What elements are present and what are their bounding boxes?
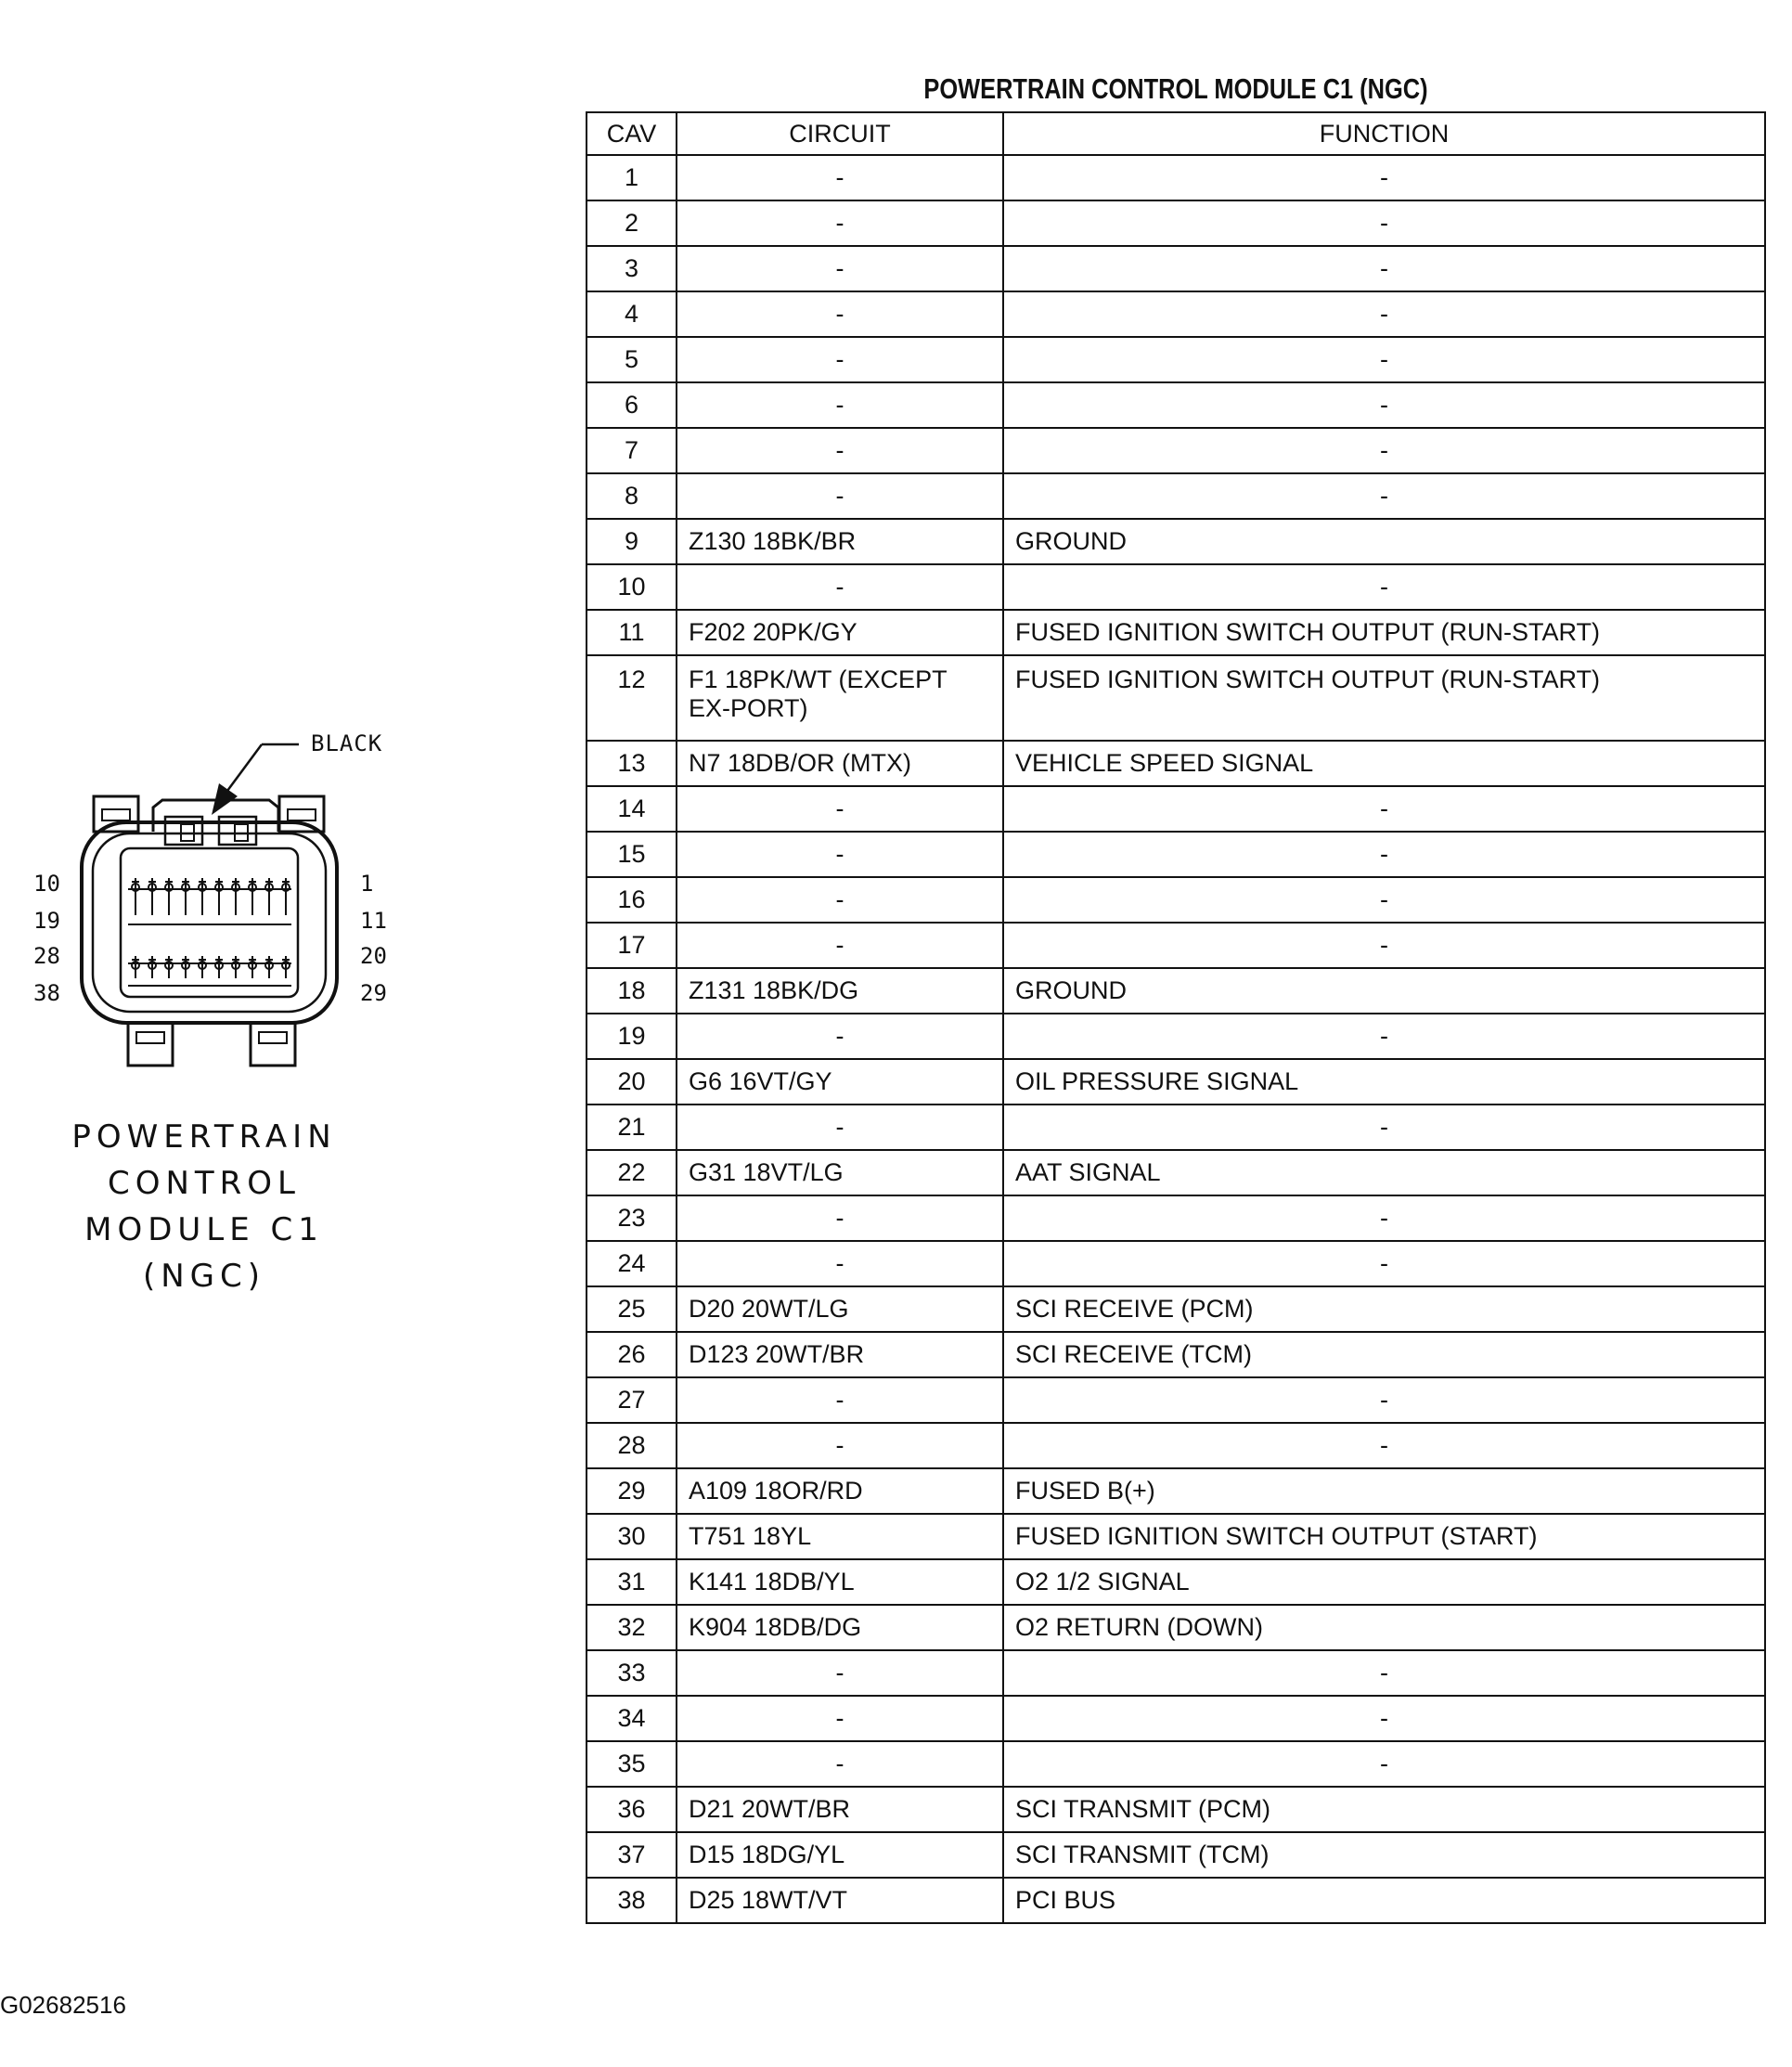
figure-id: G02682516 bbox=[0, 1991, 126, 2019]
circuit-cell: - bbox=[677, 1650, 1003, 1696]
callout-line bbox=[227, 744, 262, 791]
table-body bbox=[587, 155, 1765, 1923]
circuit-cell: - bbox=[677, 155, 1003, 200]
table-row bbox=[587, 473, 1765, 519]
function-cell: - bbox=[1003, 337, 1765, 382]
caption-line: (NGC) bbox=[142, 1258, 266, 1295]
function-cell: AAT SIGNAL bbox=[1003, 1150, 1765, 1195]
table-row bbox=[587, 155, 1765, 200]
circuit-cell: D15 18DG/YL bbox=[677, 1832, 1003, 1878]
table-row bbox=[587, 337, 1765, 382]
circuit-cell: K141 18DB/YL bbox=[677, 1559, 1003, 1605]
pin-label-right: 20 bbox=[360, 943, 387, 969]
cav-cell: 22 bbox=[587, 1150, 677, 1195]
table-row bbox=[587, 786, 1765, 832]
cav-cell: 1 bbox=[587, 155, 677, 200]
function-cell: FUSED IGNITION SWITCH OUTPUT (START) bbox=[1003, 1514, 1765, 1559]
table-row bbox=[587, 1787, 1765, 1832]
circuit-cell: - bbox=[677, 832, 1003, 877]
function-cell: FUSED B(+) bbox=[1003, 1468, 1765, 1514]
table-row bbox=[587, 246, 1765, 291]
table-row bbox=[587, 200, 1765, 246]
table-row bbox=[587, 741, 1765, 786]
function-cell: O2 RETURN (DOWN) bbox=[1003, 1605, 1765, 1650]
table-row bbox=[587, 832, 1765, 877]
circuit-cell: D20 20WT/LG bbox=[677, 1286, 1003, 1332]
circuit-cell: - bbox=[677, 1423, 1003, 1468]
function-cell: - bbox=[1003, 832, 1765, 877]
table-row bbox=[587, 610, 1765, 655]
function-cell: GROUND bbox=[1003, 519, 1765, 564]
circuit-cell: - bbox=[677, 382, 1003, 428]
cav-cell: 34 bbox=[587, 1696, 677, 1741]
circuit-cell: - bbox=[677, 1696, 1003, 1741]
cav-cell: 24 bbox=[587, 1241, 677, 1286]
pin-label-right: 11 bbox=[360, 908, 387, 934]
table-row bbox=[587, 1105, 1765, 1150]
circuit-cell: G31 18VT/LG bbox=[677, 1150, 1003, 1195]
table-row bbox=[587, 1332, 1765, 1377]
table-row bbox=[587, 1741, 1765, 1787]
table-row bbox=[587, 428, 1765, 473]
cav-cell: 37 bbox=[587, 1832, 677, 1878]
cav-cell: 2 bbox=[587, 200, 677, 246]
cav-cell: 8 bbox=[587, 473, 677, 519]
circuit-cell: D123 20WT/BR bbox=[677, 1332, 1003, 1377]
cav-cell: 14 bbox=[587, 786, 677, 832]
caption-line: MODULE C1 bbox=[84, 1211, 324, 1248]
function-cell: - bbox=[1003, 1423, 1765, 1468]
table-row bbox=[587, 1832, 1765, 1878]
function-cell: VEHICLE SPEED SIGNAL bbox=[1003, 741, 1765, 786]
cav-cell: 25 bbox=[587, 1286, 677, 1332]
circuit-cell: - bbox=[677, 786, 1003, 832]
function-cell: - bbox=[1003, 1741, 1765, 1787]
function-cell: FUSED IGNITION SWITCH OUTPUT (RUN-START) bbox=[1003, 610, 1765, 655]
cav-cell: 6 bbox=[587, 382, 677, 428]
circuit-cell: T751 18YL bbox=[677, 1514, 1003, 1559]
function-cell: SCI RECEIVE (PCM) bbox=[1003, 1286, 1765, 1332]
function-cell: - bbox=[1003, 786, 1765, 832]
circuit-cell: F1 18PK/WT (EXCEPT EX-PORT) bbox=[677, 655, 1003, 741]
circuit-cell: G6 16VT/GY bbox=[677, 1059, 1003, 1105]
circuit-cell: - bbox=[677, 200, 1003, 246]
function-cell: GROUND bbox=[1003, 968, 1765, 1014]
cav-cell: 11 bbox=[587, 610, 677, 655]
function-cell: FUSED IGNITION SWITCH OUTPUT (RUN-START) bbox=[1003, 655, 1765, 741]
cav-cell: 19 bbox=[587, 1014, 677, 1059]
circuit-cell: - bbox=[677, 564, 1003, 610]
table-row bbox=[587, 1514, 1765, 1559]
function-cell: - bbox=[1003, 200, 1765, 246]
table-row bbox=[587, 1377, 1765, 1423]
table-row bbox=[587, 1150, 1765, 1195]
table-row bbox=[587, 1559, 1765, 1605]
cav-cell: 3 bbox=[587, 246, 677, 291]
pin-label-right: 1 bbox=[360, 871, 374, 897]
cav-cell: 18 bbox=[587, 968, 677, 1014]
cav-cell: 38 bbox=[587, 1878, 677, 1923]
connector-latch bbox=[94, 796, 138, 832]
circuit-cell: - bbox=[677, 1377, 1003, 1423]
circuit-cell: Z131 18BK/DG bbox=[677, 968, 1003, 1014]
table-row bbox=[587, 1286, 1765, 1332]
circuit-cell: - bbox=[677, 473, 1003, 519]
pin-label-left: 10 bbox=[33, 871, 60, 897]
connector-caption bbox=[37, 1114, 371, 1299]
function-cell: - bbox=[1003, 923, 1765, 968]
function-cell: - bbox=[1003, 1650, 1765, 1696]
table-row bbox=[587, 877, 1765, 923]
cav-cell: 36 bbox=[587, 1787, 677, 1832]
cav-cell: 33 bbox=[587, 1650, 677, 1696]
cav-cell: 28 bbox=[587, 1423, 677, 1468]
circuit-cell: - bbox=[677, 1241, 1003, 1286]
cav-cell: 9 bbox=[587, 519, 677, 564]
cav-cell: 30 bbox=[587, 1514, 677, 1559]
cav-cell: 26 bbox=[587, 1332, 677, 1377]
cav-cell: 32 bbox=[587, 1605, 677, 1650]
connector-latch bbox=[279, 796, 324, 832]
table-row bbox=[587, 1650, 1765, 1696]
cav-cell: 5 bbox=[587, 337, 677, 382]
function-cell: - bbox=[1003, 877, 1765, 923]
circuit-cell: A109 18OR/RD bbox=[677, 1468, 1003, 1514]
table-row bbox=[587, 1014, 1765, 1059]
function-cell: - bbox=[1003, 1241, 1765, 1286]
cav-cell: 4 bbox=[587, 291, 677, 337]
circuit-cell: - bbox=[677, 246, 1003, 291]
cav-cell: 7 bbox=[587, 428, 677, 473]
cav-cell: 13 bbox=[587, 741, 677, 786]
table-row bbox=[587, 1195, 1765, 1241]
connector-figure bbox=[0, 705, 408, 1337]
table-header-row bbox=[587, 112, 1765, 155]
header-circuit: CIRCUIT bbox=[677, 112, 1003, 155]
function-cell: OIL PRESSURE SIGNAL bbox=[1003, 1059, 1765, 1105]
table-row bbox=[587, 1059, 1765, 1105]
cav-cell: 21 bbox=[587, 1105, 677, 1150]
circuit-cell: Z130 18BK/BR bbox=[677, 519, 1003, 564]
cav-cell: 20 bbox=[587, 1059, 677, 1105]
function-cell: - bbox=[1003, 246, 1765, 291]
circuit-cell: - bbox=[677, 1014, 1003, 1059]
pin-table bbox=[586, 111, 1766, 1924]
table-row bbox=[587, 923, 1765, 968]
caption-line: CONTROL bbox=[107, 1165, 302, 1202]
pin-label-left: 19 bbox=[33, 908, 60, 934]
table-row bbox=[587, 1241, 1765, 1286]
circuit-cell: - bbox=[677, 428, 1003, 473]
table-row bbox=[587, 1878, 1765, 1923]
function-cell: - bbox=[1003, 382, 1765, 428]
function-cell: O2 1/2 SIGNAL bbox=[1003, 1559, 1765, 1605]
circuit-cell: - bbox=[677, 337, 1003, 382]
cav-cell: 35 bbox=[587, 1741, 677, 1787]
table-row bbox=[587, 382, 1765, 428]
function-cell: - bbox=[1003, 1014, 1765, 1059]
table-row bbox=[587, 1423, 1765, 1468]
header-function: FUNCTION bbox=[1003, 112, 1765, 155]
table-row bbox=[587, 564, 1765, 610]
table-title: POWERTRAIN CONTROL MODULE C1 (NGC) bbox=[923, 72, 1428, 105]
table-row bbox=[587, 1605, 1765, 1650]
cav-cell: 10 bbox=[587, 564, 677, 610]
table-row bbox=[587, 655, 1765, 741]
cav-cell: 16 bbox=[587, 877, 677, 923]
circuit-cell: - bbox=[677, 1741, 1003, 1787]
function-cell: - bbox=[1003, 1377, 1765, 1423]
table-row bbox=[587, 1468, 1765, 1514]
function-cell: - bbox=[1003, 1696, 1765, 1741]
function-cell: - bbox=[1003, 1105, 1765, 1150]
cav-cell: 29 bbox=[587, 1468, 677, 1514]
cav-cell: 31 bbox=[587, 1559, 677, 1605]
circuit-cell: - bbox=[677, 291, 1003, 337]
circuit-cell: D21 20WT/BR bbox=[677, 1787, 1003, 1832]
circuit-cell: - bbox=[677, 877, 1003, 923]
caption-line: POWERTRAIN bbox=[71, 1118, 337, 1156]
circuit-cell: - bbox=[677, 1105, 1003, 1150]
pin-label-right: 29 bbox=[360, 980, 387, 1006]
cav-cell: 17 bbox=[587, 923, 677, 968]
function-cell: SCI RECEIVE (TCM) bbox=[1003, 1332, 1765, 1377]
circuit-cell: N7 18DB/OR (MTX) bbox=[677, 741, 1003, 786]
connector-cavity-area bbox=[121, 848, 298, 997]
cav-cell: 15 bbox=[587, 832, 677, 877]
circuit-cell: D25 18WT/VT bbox=[677, 1878, 1003, 1923]
cav-cell: 12 bbox=[587, 655, 677, 741]
callout-label: BLACK bbox=[311, 730, 383, 756]
header-cav: CAV bbox=[587, 112, 677, 155]
pin-label-left: 38 bbox=[33, 980, 60, 1006]
table-row bbox=[587, 1696, 1765, 1741]
circuit-cell: F202 20PK/GY bbox=[677, 610, 1003, 655]
cav-cell: 27 bbox=[587, 1377, 677, 1423]
cav-cell: 23 bbox=[587, 1195, 677, 1241]
function-cell: SCI TRANSMIT (TCM) bbox=[1003, 1832, 1765, 1878]
function-cell: - bbox=[1003, 473, 1765, 519]
circuit-cell: - bbox=[677, 1195, 1003, 1241]
function-cell: - bbox=[1003, 291, 1765, 337]
function-cell: SCI TRANSMIT (PCM) bbox=[1003, 1787, 1765, 1832]
circuit-cell: - bbox=[677, 923, 1003, 968]
function-cell: - bbox=[1003, 564, 1765, 610]
function-cell: - bbox=[1003, 155, 1765, 200]
pin-label-left: 28 bbox=[33, 943, 60, 969]
table-row bbox=[587, 291, 1765, 337]
connector-diagram bbox=[0, 705, 408, 1095]
function-cell: - bbox=[1003, 428, 1765, 473]
function-cell: PCI BUS bbox=[1003, 1878, 1765, 1923]
table-row bbox=[587, 968, 1765, 1014]
function-cell: - bbox=[1003, 1195, 1765, 1241]
table-row bbox=[587, 519, 1765, 564]
circuit-cell: K904 18DB/DG bbox=[677, 1605, 1003, 1650]
